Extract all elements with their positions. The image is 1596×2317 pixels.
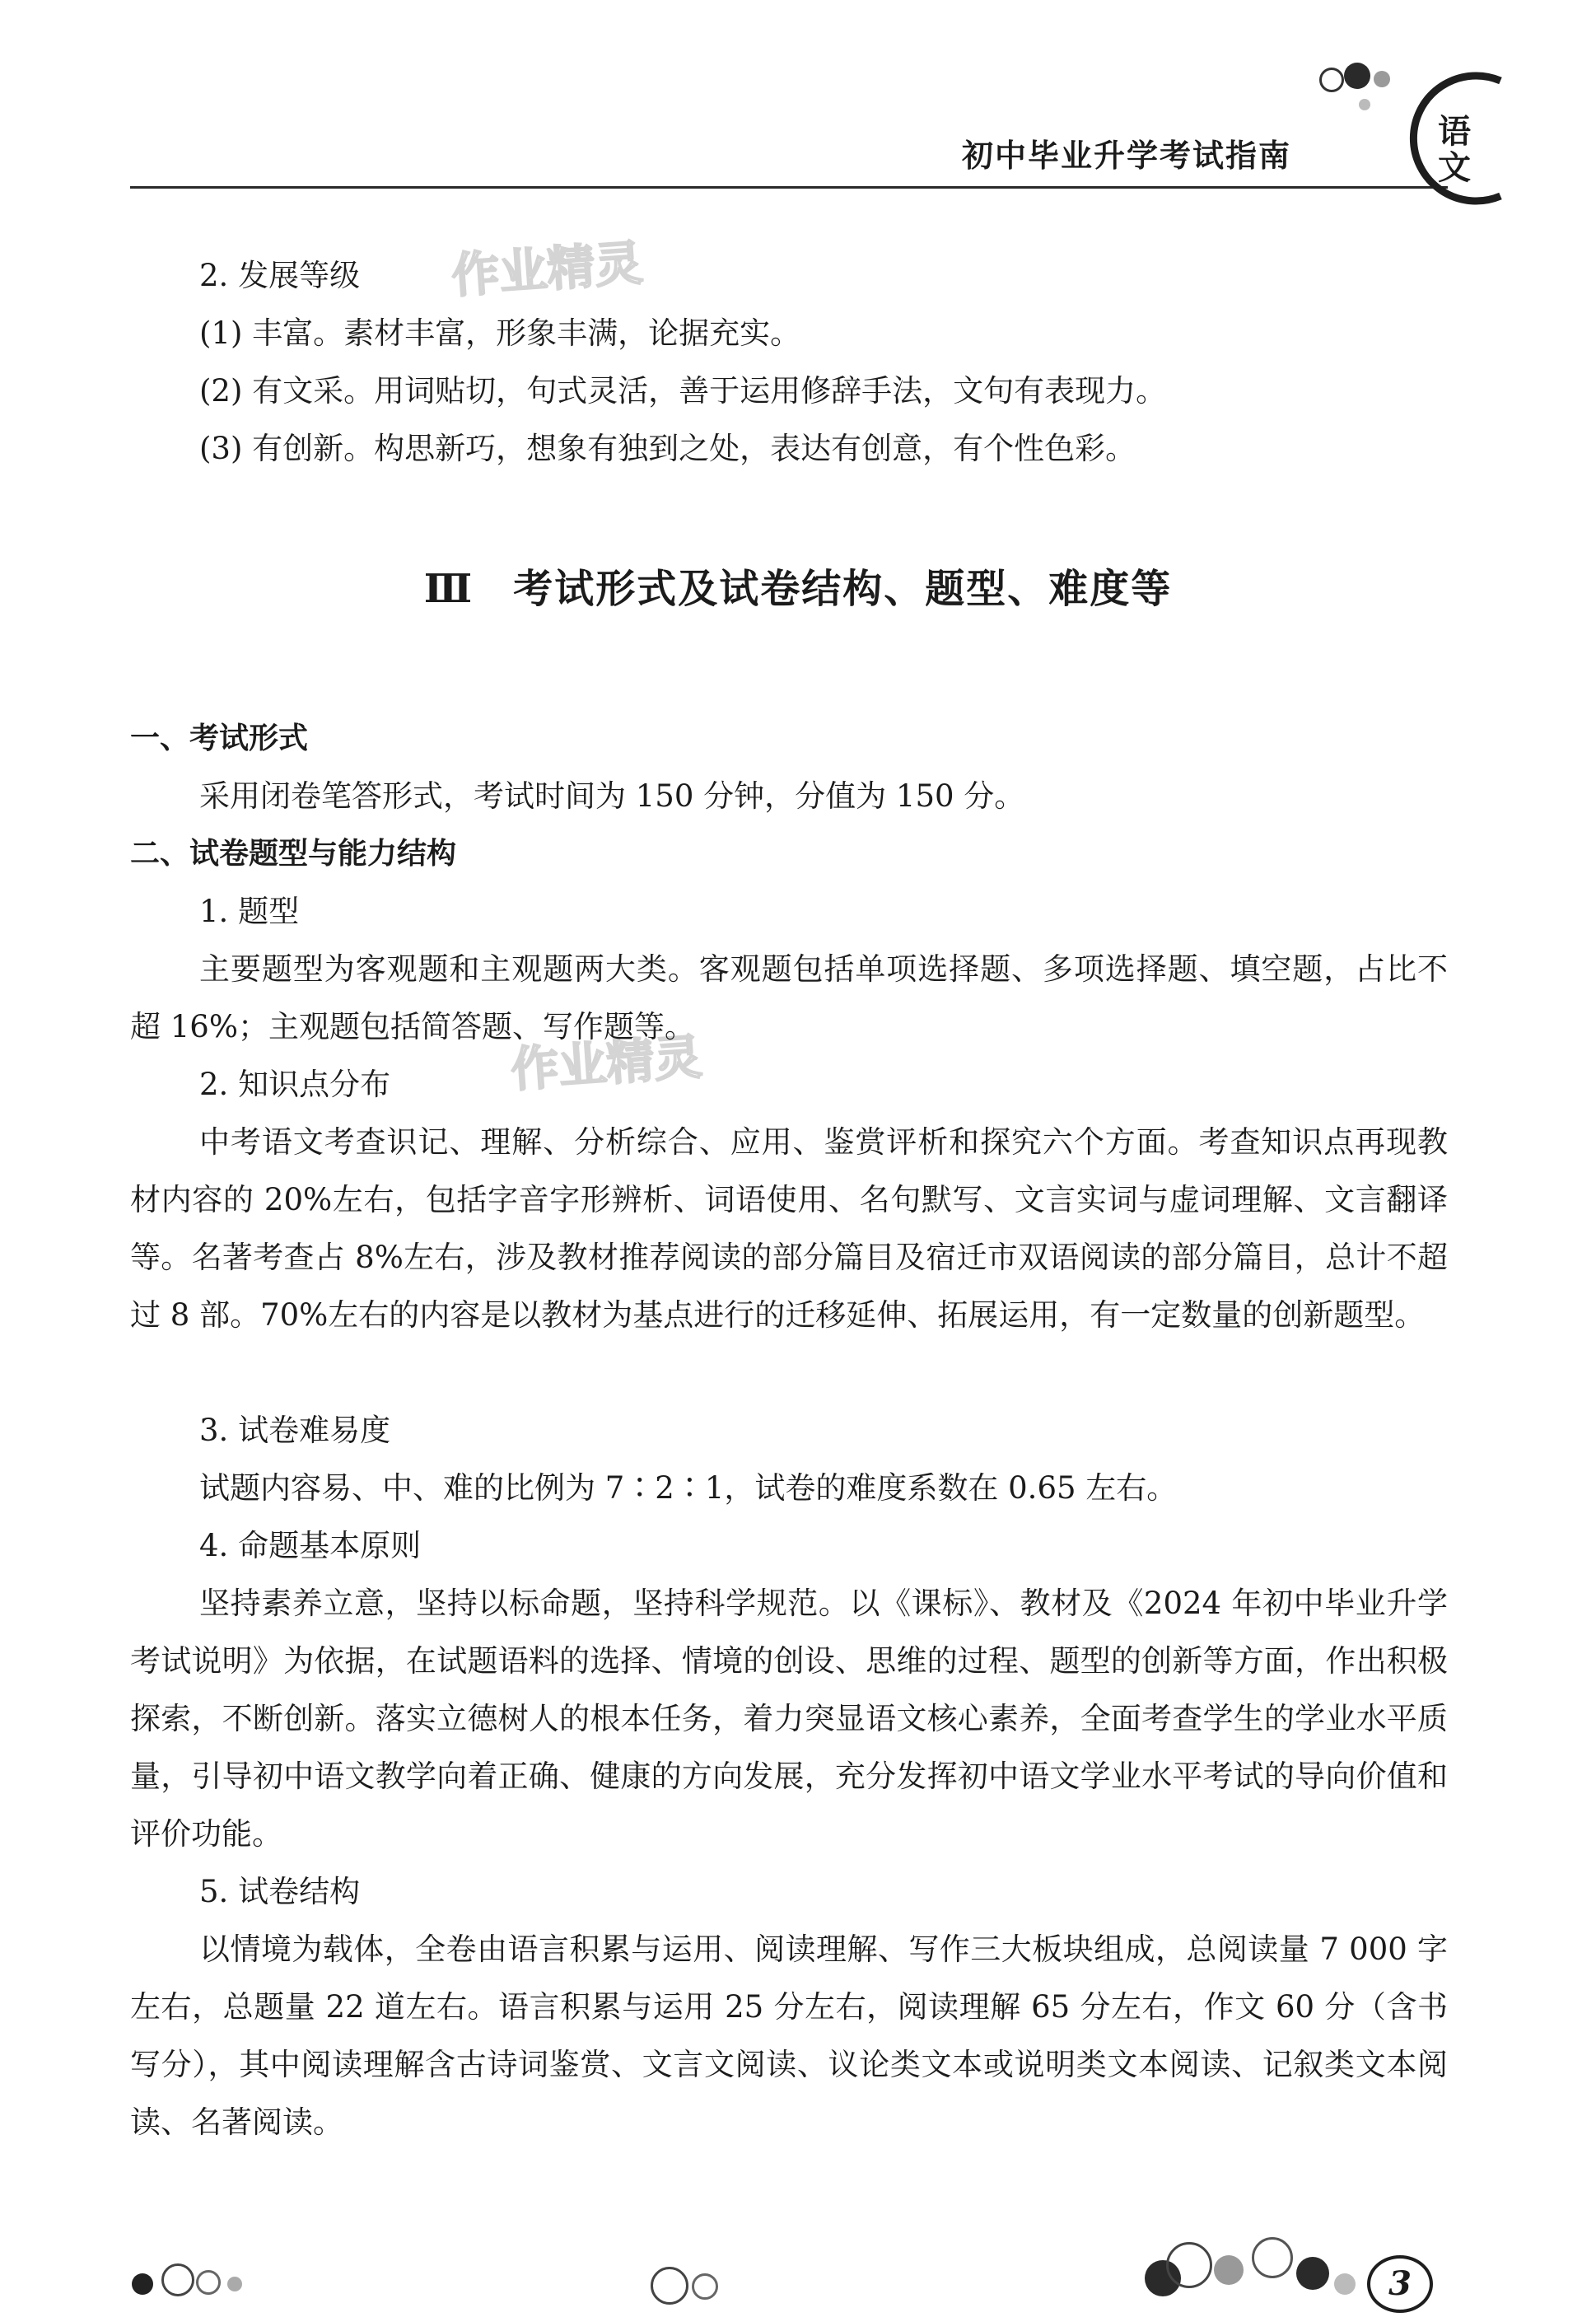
principle-title: 4. 命题基本原则: [199, 1528, 422, 1563]
structure-heading: 二、试卷题型与能力结构: [130, 837, 457, 871]
header-rule: [130, 186, 1448, 189]
paper-structure-title: 5. 试卷结构: [199, 1874, 361, 1909]
development-item: (2) 有文采。用词贴切，句式灵活，善于运用修辞手法，文句有表现力。: [199, 373, 1167, 409]
decor-dot: [1334, 2273, 1356, 2295]
section-number: Ⅲ: [423, 566, 474, 612]
exam-form-text: 采用闭卷笔答形式，考试时间为 150 分钟，分值为 150 分。: [199, 778, 1025, 814]
decor-circle: [161, 2263, 194, 2296]
decor-circle: [196, 2270, 221, 2295]
subject-badge: [1377, 68, 1519, 209]
decor-circle: [692, 2273, 718, 2300]
difficulty-title: 3. 试卷难易度: [199, 1413, 391, 1448]
decor-circle: [1252, 2237, 1293, 2278]
development-level-title: 2. 发展等级: [199, 258, 361, 293]
section-title: [0, 557, 1596, 614]
header-title: 初中毕业升学考试指南: [962, 137, 1292, 174]
decor-dot: [1296, 2257, 1329, 2290]
decor-dot: [1359, 99, 1370, 110]
subject-char-top: 语: [1438, 112, 1471, 151]
question-type-text: 主要题型为客观题和主观题两大类。客观题包括单项选择题、多项选择题、填空题，占比不超 16%；主观题包括简答题、写作题等。: [130, 951, 1448, 1044]
principle-text: 坚持素养立意，坚持以标命题，坚持科学规范。以《课标》、教材及《2024 年初中毕业升学考试说明》为依据，在试题语料的选择、情境的创设、思维的过程、题型的创新等方面，作出积极探索，不断创新。落实立德树人的根本任务，着力突显语文核心素养，全面考查学生的学业水平质量，引导初中语文教学向着正确、健康的方向发展，充分发挥初中语文学业水平考试的导向价值和评价功能。: [130, 1586, 1448, 1852]
decor-dot: [132, 2273, 153, 2295]
decor-dot: [1214, 2255, 1244, 2285]
development-item: (3) 有创新。构思新巧，想象有独到之处，表达有创意，有个性色彩。: [199, 431, 1136, 466]
watermark: 作业精灵: [450, 234, 645, 304]
subject-char-bottom: 文: [1438, 148, 1471, 187]
decor-circle: [651, 2267, 688, 2305]
section-title-text: 考试形式及试卷结构、题型、难度等: [513, 566, 1173, 612]
decor-circle: [1319, 68, 1344, 92]
decor-circle: [1166, 2242, 1212, 2288]
page-number: 3: [1367, 2255, 1433, 2313]
paper-structure-text: 以情境为载体，全卷由语言积累与运用、阅读理解、写作三大板块组成，总阅读量 7 000 字左右，总题量 22 道左右。语言积累与运用 25 分左右，阅读理解 65 分左右，作文 60 分（含书写分），其中阅读理解含古诗词鉴赏、文言文阅读、议论类文本或说明类文本阅读、记叙类文本阅读、名著阅读。: [130, 1932, 1448, 2140]
question-type-title: 1. 题型: [199, 894, 300, 929]
footer-decoration: [0, 2191, 1596, 2315]
decor-dot: [227, 2277, 242, 2291]
decor-dot: [1344, 63, 1370, 89]
development-item: (1) 丰富。素材丰富，形象丰满，论据充实。: [199, 315, 801, 351]
watermark: 作业精灵: [509, 1028, 704, 1098]
difficulty-text: 试题内容易、中、难的比例为 7∶2∶1，试卷的难度系数在 0.65 左右。: [199, 1470, 1178, 1506]
exam-form-heading: 一、考试形式: [130, 722, 309, 755]
knowledge-title: 2. 知识点分布: [199, 1067, 391, 1102]
knowledge-text: 中考语文考查识记、理解、分析综合、应用、鉴赏评析和探究六个方面。考查知识点再现教材内容的 20%左右，包括字音字形辨析、词语使用、名句默写、文言实词与虚词理解、文言翻译等。名著考查占 8%左右，涉及教材推荐阅读的部分篇目及宿迁市双语阅读的部分篇目，总计不超过 8 部。70%左右的内容是以教材为基点进行的迁移延伸、拓展运用，有一定数量的创新题型。: [130, 1124, 1448, 1333]
